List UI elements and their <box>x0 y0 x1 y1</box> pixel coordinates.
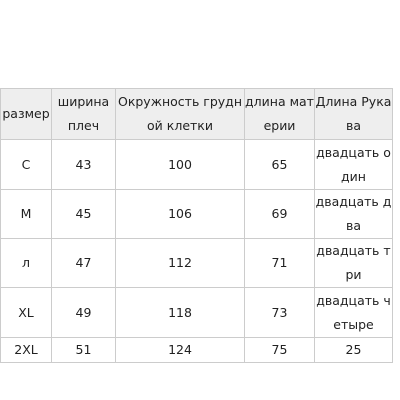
cell-sleeve <box>315 288 393 338</box>
cell-chest-value: 112 <box>168 255 192 270</box>
cell-chest <box>116 140 245 190</box>
cell-shoulder <box>52 288 116 338</box>
cell-length-value: 65 <box>271 156 288 172</box>
cell-size <box>1 190 52 239</box>
cell-length-value: 73 <box>271 304 288 320</box>
cell-length <box>245 190 315 239</box>
table-header-row <box>1 89 393 140</box>
cell-chest <box>116 338 245 363</box>
size-chart-table <box>0 88 393 363</box>
header-length-label: длина материи <box>245 94 314 133</box>
cell-shoulder <box>52 338 116 363</box>
cell-size-value: M <box>20 206 32 221</box>
cell-size <box>1 140 52 190</box>
cell-chest <box>116 288 245 338</box>
cell-shoulder-value: 45 <box>75 206 92 221</box>
header-size <box>1 89 52 140</box>
cell-sleeve <box>315 239 393 288</box>
cell-sleeve <box>315 140 393 190</box>
cell-length <box>245 288 315 338</box>
header-chest <box>116 89 245 140</box>
header-sleeve <box>315 89 393 140</box>
cell-sleeve-value: двадцать два <box>315 194 392 233</box>
header-shoulder-width <box>52 89 116 140</box>
table-row <box>1 190 393 239</box>
header-chest-label: Окружность грудной клетки <box>117 94 242 133</box>
cell-sleeve-value: двадцать один <box>316 144 391 184</box>
header-length <box>245 89 315 140</box>
table-row <box>1 239 393 288</box>
cell-sleeve <box>315 338 393 363</box>
cell-shoulder-value: 43 <box>75 156 92 172</box>
cell-size-value: 2XL <box>14 342 38 357</box>
cell-size-value: С <box>21 156 31 172</box>
cell-length-value: 69 <box>271 206 288 221</box>
cell-length <box>245 140 315 190</box>
cell-size <box>1 239 52 288</box>
cell-shoulder-value: 47 <box>75 255 92 270</box>
table-row <box>1 140 393 190</box>
cell-sleeve-value: 25 <box>345 342 362 357</box>
header-size-label: размер <box>2 106 50 121</box>
cell-length <box>245 239 315 288</box>
cell-size-value: XL <box>18 304 34 320</box>
header-shoulder-width-label: ширина плеч <box>57 94 110 133</box>
header-sleeve-label: Длина Рукава <box>315 94 392 133</box>
cell-length-value: 75 <box>271 342 288 357</box>
cell-length-value: 71 <box>271 255 288 270</box>
cell-shoulder <box>52 239 116 288</box>
table-row <box>1 288 393 338</box>
table-row <box>1 338 393 363</box>
cell-shoulder-value: 49 <box>75 304 92 320</box>
cell-chest <box>116 239 245 288</box>
cell-chest <box>116 190 245 239</box>
cell-sleeve <box>315 190 393 239</box>
cell-chest-value: 118 <box>168 304 192 320</box>
cell-sleeve-value: двадцать четыре <box>316 292 391 332</box>
cell-size <box>1 288 52 338</box>
cell-sleeve-value: двадцать три <box>316 243 391 282</box>
cell-shoulder <box>52 140 116 190</box>
cell-shoulder-value: 51 <box>75 342 92 357</box>
cell-size <box>1 338 52 363</box>
cell-chest-value: 124 <box>168 342 192 357</box>
cell-shoulder <box>52 190 116 239</box>
cell-size-value: л <box>22 255 30 270</box>
cell-length <box>245 338 315 363</box>
cell-chest-value: 106 <box>168 206 192 221</box>
cell-chest-value: 100 <box>168 156 192 172</box>
